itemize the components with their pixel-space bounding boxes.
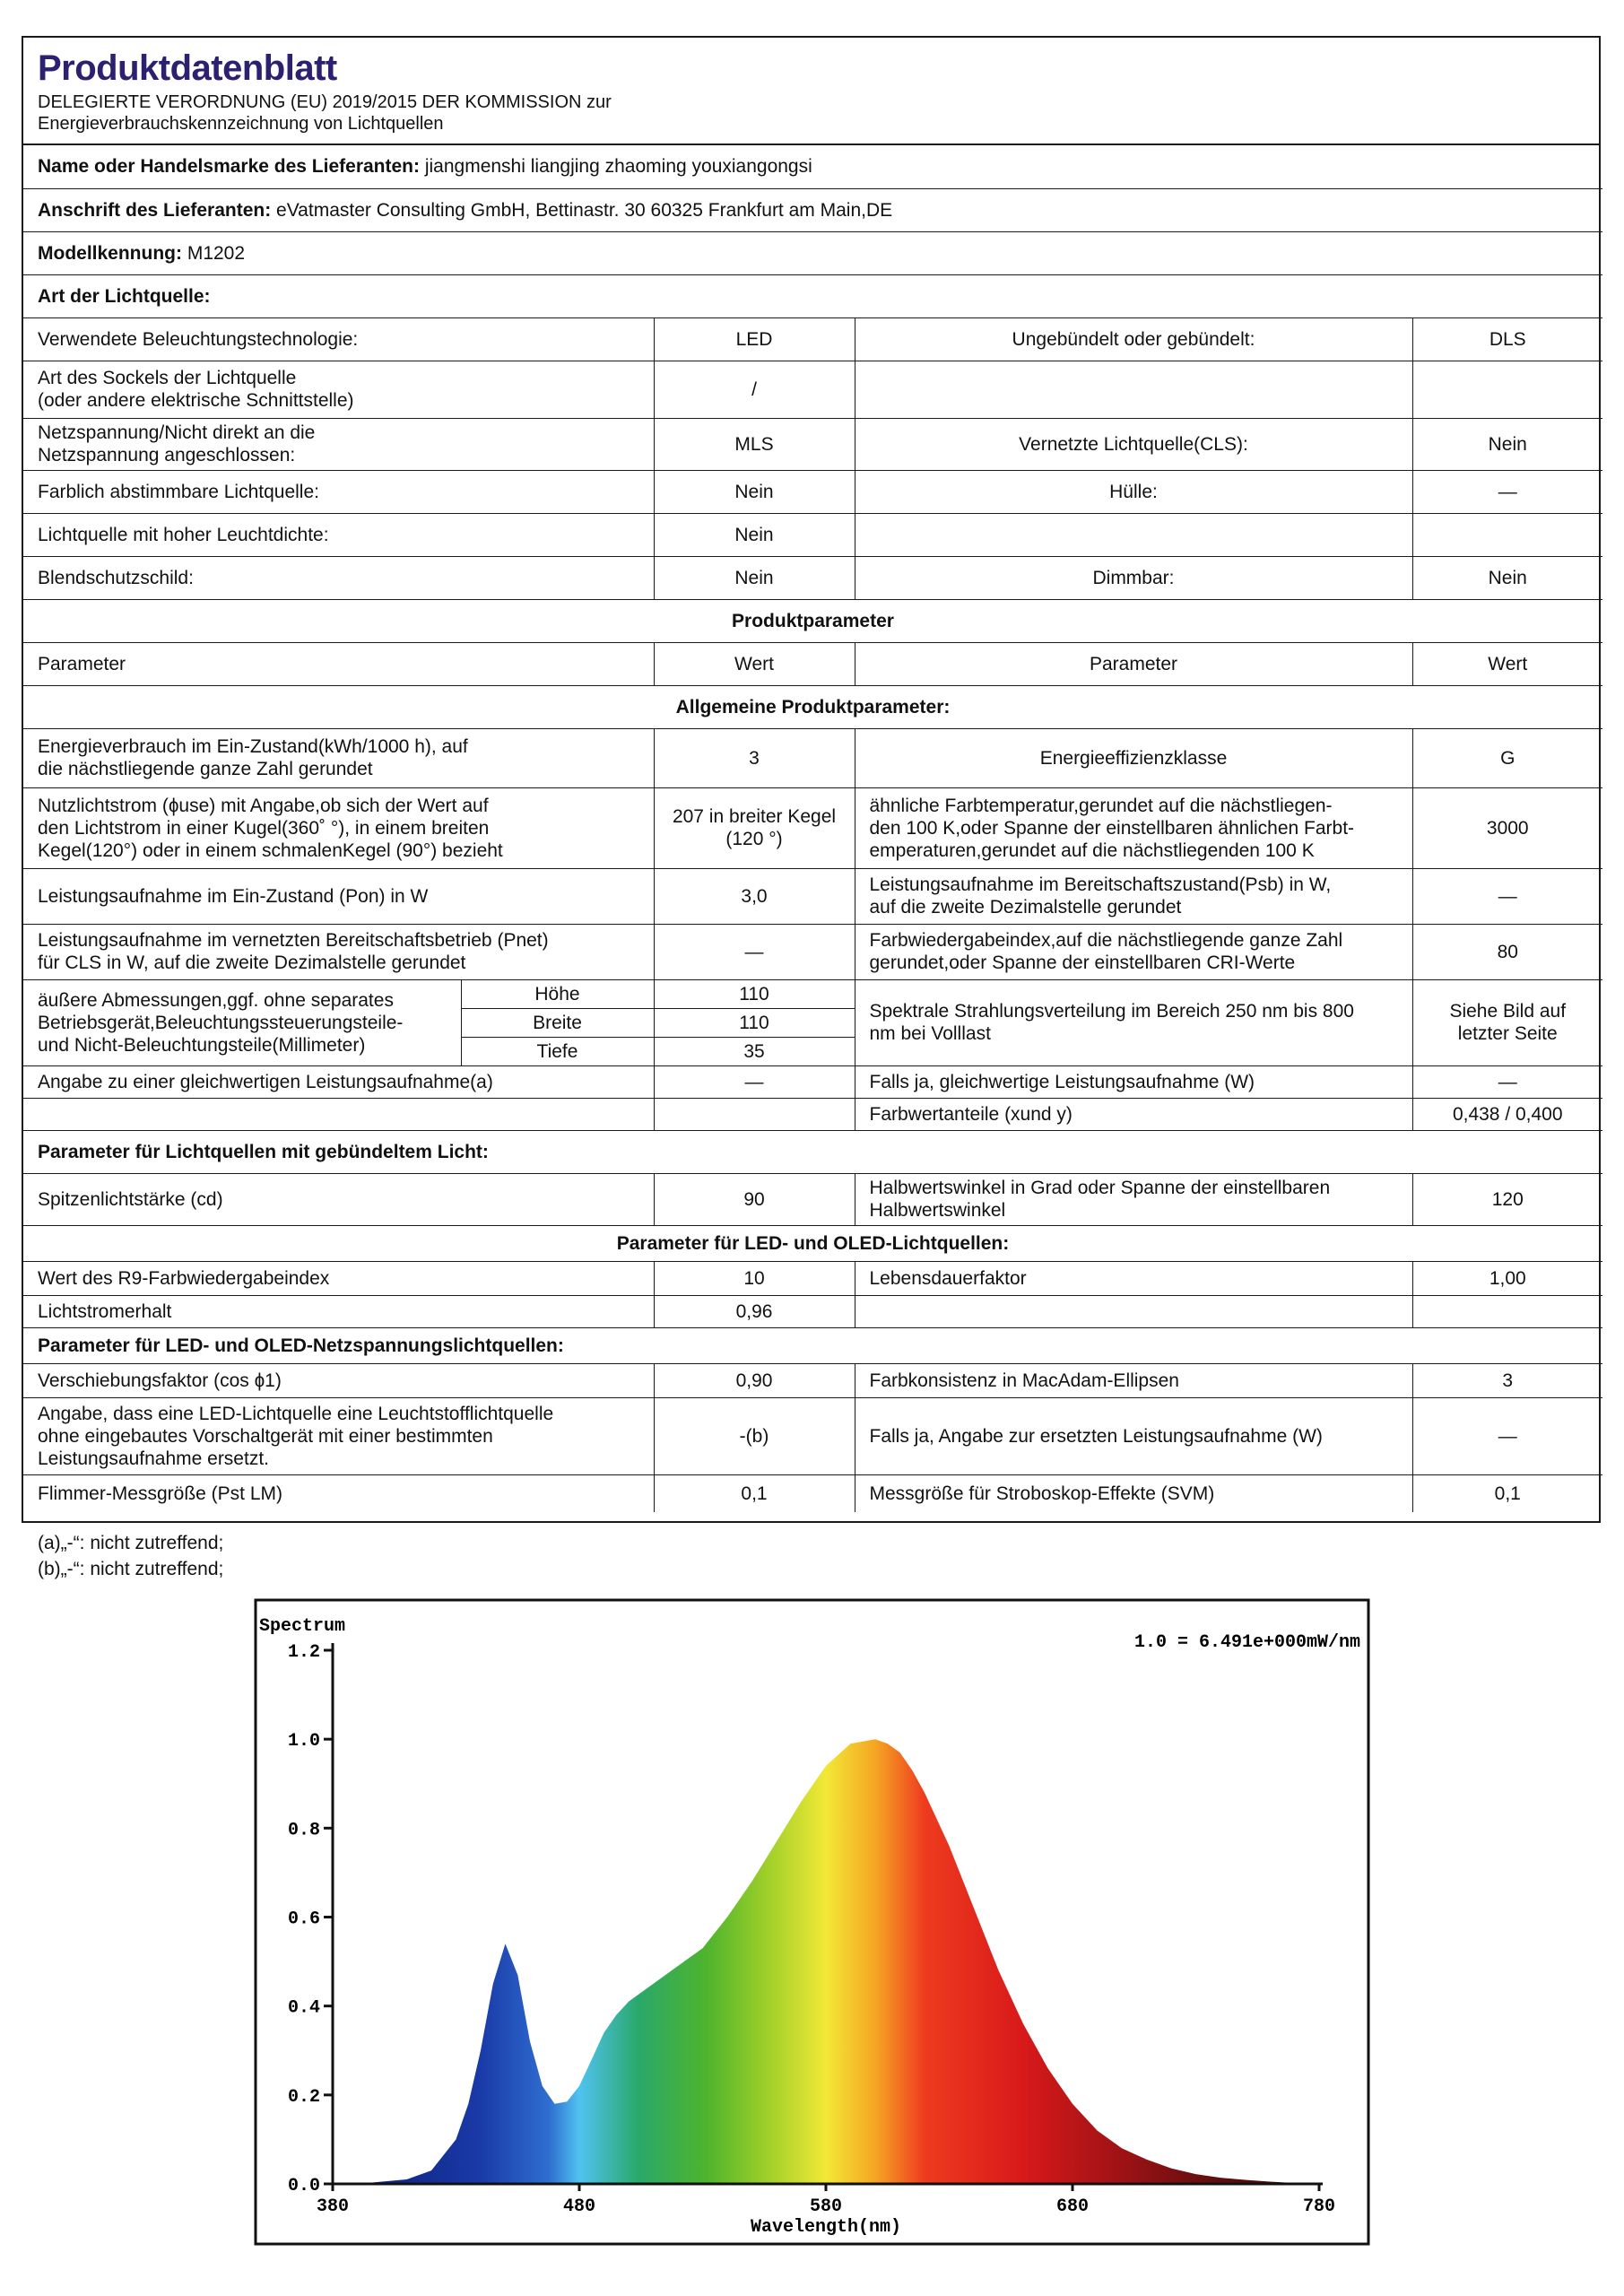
- table-row: [23, 418, 1602, 470]
- table-row: [23, 470, 1602, 513]
- replacement-yes-label: Falls ja, Angabe zur ersetzten Leistungsaufnahme (W): [855, 1397, 1412, 1474]
- page-title: Produktdatenblatt: [38, 48, 337, 88]
- tunable-label: Farblich abstimmbare Lichtquelle:: [23, 470, 654, 513]
- technology-value: LED: [654, 317, 855, 361]
- light-source-section: Art der Lichtquelle:: [23, 274, 1602, 317]
- psb-label: [855, 868, 1412, 924]
- model-value: M1202: [182, 242, 246, 264]
- empty-cell: [23, 1098, 654, 1130]
- psb-value: —: [1412, 868, 1602, 924]
- y-tick-label: 0.2: [287, 2086, 320, 2108]
- col-header-value: Wert: [1412, 642, 1602, 685]
- efficiency-label: Energieeffizienzklasse: [855, 728, 1412, 787]
- footnote-a: (a)„-“: nicht zutreffend;: [38, 1533, 224, 1553]
- empty-cell: [1412, 361, 1602, 418]
- table-row: [23, 787, 1602, 868]
- x-tick-label: 780: [1302, 2196, 1336, 2217]
- cri-label-line: gerundet,oder Spanne der einstellbaren CRI-Werte: [869, 952, 1296, 973]
- table-row: [23, 1327, 1602, 1363]
- equiv-value: —: [654, 1065, 855, 1098]
- flux-value-line: (120 °): [725, 829, 783, 849]
- r9-label: Wert des R9-Farbwiedergabeindex: [23, 1261, 654, 1295]
- product-params-section: Produktparameter: [23, 599, 1602, 642]
- glare-label: Blendschutzschild:: [23, 556, 654, 599]
- pon-label: Leistungsaufnahme im Ein-Zustand (Pon) in W: [23, 868, 654, 924]
- cct-value: 3000: [1412, 787, 1602, 868]
- table-row: [23, 599, 1602, 642]
- equiv-yes-value: —: [1412, 1065, 1602, 1098]
- table-row: [23, 231, 1602, 274]
- y-tick-label: 0.8: [287, 1820, 320, 1841]
- replacement-label-line: Leistungsaufnahme ersetzt.: [38, 1448, 269, 1469]
- width-value: 110: [654, 1008, 855, 1037]
- mains-label: [23, 418, 654, 470]
- cap-type-label-line: (oder andere elektrische Schnittstelle): [38, 390, 354, 411]
- replacement-label-line: Angabe, dass eine LED-Lichtquelle eine Leuchtstofflichtquelle: [38, 1403, 554, 1424]
- chart-title: Spectrum: [259, 1616, 346, 1637]
- table-row: [23, 728, 1602, 787]
- technology-label: Verwendete Beleuchtungstechnologie:: [23, 317, 654, 361]
- table-row: [23, 1130, 1602, 1173]
- supplier-address-label: Anschrift des Lieferanten:: [38, 199, 272, 221]
- svm-label: Messgröße für Stroboskop-Effekte (SVM): [855, 1474, 1412, 1512]
- equiv-label: Angabe zu einer gleichwertigen Leistungsaufnahme(a): [23, 1065, 654, 1098]
- empty-cell: [855, 361, 1412, 418]
- macadam-value: 3: [1412, 1363, 1602, 1397]
- glare-value: Nein: [654, 556, 855, 599]
- pnet-value: —: [654, 924, 855, 979]
- cap-type-value: /: [654, 361, 855, 418]
- dimensions-label-line: äußere Abmessungen,ggf. ohne separates: [38, 989, 394, 1011]
- tunable-value: Nein: [654, 470, 855, 513]
- dimensions-label-line: und Nicht-Beleuchtungsteile(Millimeter): [38, 1034, 366, 1056]
- led-oled-section: Parameter für LED- und OLED-Lichtquellen:: [23, 1225, 1602, 1261]
- depth-value: 35: [654, 1037, 855, 1065]
- empty-cell: [1412, 513, 1602, 556]
- width-label: Breite: [461, 1008, 654, 1037]
- chroma-label: Farbwertanteile (xund y): [855, 1098, 1412, 1130]
- flux-label-line: Kegel(120°) oder in einem schmalenKegel (90°) bezieht: [38, 839, 503, 861]
- psb-label-line: Leistungsaufnahme im Bereitschaftszustand(Psb) in W,: [869, 874, 1332, 895]
- empty-cell: [1412, 1295, 1602, 1327]
- energy-label-line: Energieverbrauch im Ein-Zustand(kWh/1000 h), auf: [38, 736, 468, 757]
- table-row: [23, 979, 1602, 1008]
- survival-label: Lebensdauerfaktor: [855, 1261, 1412, 1295]
- table-row: [23, 868, 1602, 924]
- table-row: [23, 1295, 1602, 1327]
- flux-label: [23, 787, 654, 868]
- x-axis-label: Wavelength(nm): [750, 2217, 902, 2238]
- data-table: [23, 145, 1602, 1512]
- flux-label-line: Nutzlichtstrom (ɸuse) mit Angabe,ob sich der Wert auf: [38, 795, 489, 816]
- y-tick-label: 0.6: [287, 1909, 320, 1930]
- lumen-maint-value: 0,96: [654, 1295, 855, 1327]
- dimmable-value: Nein: [1412, 556, 1602, 599]
- pnet-label-line: Leistungsaufnahme im vernetzten Bereitschaftsbetrieb (Pnet): [38, 930, 549, 951]
- general-params-section: Allgemeine Produktparameter:: [23, 685, 1602, 728]
- x-tick-label: 380: [316, 2196, 350, 2217]
- beam-angle-label-line: Halbwertswinkel: [869, 1200, 1006, 1221]
- table-row: [23, 1173, 1602, 1225]
- table-row: [23, 145, 1602, 188]
- cri-value: 80: [1412, 924, 1602, 979]
- pnet-label: [23, 924, 654, 979]
- mains-value: MLS: [654, 418, 855, 470]
- table-row: [23, 685, 1602, 728]
- pnet-label-line: für CLS in W, auf die zweite Dezimalstelle gerundet: [38, 952, 466, 973]
- mains-label-line: Netzspannung/Nicht direkt an die: [38, 422, 316, 443]
- col-header-param: Parameter: [23, 642, 654, 685]
- equiv-yes-label: Falls ja, gleichwertige Leistungsaufnahme (W): [855, 1065, 1412, 1098]
- table-row: [23, 1397, 1602, 1474]
- footnotes: [38, 1530, 223, 1582]
- cri-label-line: Farbwiedergabeindex,auf die nächstliegende ganze Zahl: [869, 930, 1343, 951]
- efficiency-value: G: [1412, 728, 1602, 787]
- replacement-value: -(b): [654, 1397, 855, 1474]
- energy-value: 3: [654, 728, 855, 787]
- cct-label: [855, 787, 1412, 868]
- dimmable-label: Dimmbar:: [855, 556, 1412, 599]
- col-header-value: Wert: [654, 642, 855, 685]
- envelope-value: —: [1412, 470, 1602, 513]
- dimensions-label: [23, 979, 461, 1065]
- envelope-label: Hülle:: [855, 470, 1412, 513]
- cls-value: Nein: [1412, 418, 1602, 470]
- flux-label-line: den Lichtstrom in einer Kugel(360˚ °), in einem breiten: [38, 817, 490, 839]
- empty-cell: [654, 1098, 855, 1130]
- model-label: Modellkennung:: [38, 242, 182, 264]
- x-tick-label: 480: [562, 2196, 596, 2217]
- lumen-maint-label: Lichtstromerhalt: [23, 1295, 654, 1327]
- product-data-sheet: [22, 36, 1601, 1523]
- sheet-header: [23, 38, 1599, 145]
- energy-label: [23, 728, 654, 787]
- flicker-value: 0,1: [654, 1474, 855, 1512]
- table-row: [23, 556, 1602, 599]
- y-tick-label: 1.2: [287, 1642, 320, 1663]
- x-tick-label: 580: [809, 2196, 843, 2217]
- table-row: [23, 642, 1602, 685]
- spd-label-line: nm bei Volllast: [869, 1023, 991, 1044]
- cri-label: [855, 924, 1412, 979]
- table-row: [23, 1474, 1602, 1512]
- table-row: [23, 513, 1602, 556]
- y-tick-label: 0.4: [287, 1997, 320, 2019]
- table-row: [23, 1261, 1602, 1295]
- replacement-label-line: ohne eingebautes Vorschaltgerät mit einer bestimmten: [38, 1425, 493, 1447]
- y-tick-label: 1.0: [287, 1731, 320, 1752]
- col-header-param: Parameter: [855, 642, 1412, 685]
- displacement-factor-label: Verschiebungsfaktor (cos ɸ1): [23, 1363, 654, 1397]
- directional-value: DLS: [1412, 317, 1602, 361]
- spd-label: [855, 979, 1412, 1065]
- table-row: [23, 317, 1602, 361]
- table-row: [23, 188, 1602, 231]
- model-cell: [23, 231, 1602, 274]
- table-row: [23, 1098, 1602, 1130]
- table-row: [23, 1225, 1602, 1261]
- chroma-value: 0,438 / 0,400: [1412, 1098, 1602, 1130]
- supplier-name-value: jiangmenshi liangjing zhaoming youxiangongsi: [420, 156, 812, 178]
- y-tick-label: 0.0: [287, 2176, 320, 2196]
- cct-label-line: ähnliche Farbtemperatur,gerundet auf die nächstliegen-: [869, 795, 1333, 816]
- spectrum-chart: [254, 1598, 1370, 2246]
- supplier-name-cell: [23, 145, 1602, 188]
- beam-angle-label-line: Halbwertswinkel in Grad oder Spanne der einstellbaren: [869, 1178, 1331, 1198]
- footnote-b: (b)„-“: nicht zutreffend;: [38, 1559, 224, 1579]
- svm-value: 0,1: [1412, 1474, 1602, 1512]
- flicker-label: Flimmer-Messgröße (Pst LM): [23, 1474, 654, 1512]
- dimensions-label-line: Betriebsgerät,Beleuchtungssteuerungsteile-: [38, 1012, 404, 1033]
- table-row: [23, 1363, 1602, 1397]
- cct-label-line: emperaturen,gerundet auf die nächstliegenden 100 K: [869, 839, 1315, 861]
- height-label: Höhe: [461, 979, 654, 1008]
- macadam-label: Farbkonsistenz in MacAdam-Ellipsen: [855, 1363, 1412, 1397]
- luminance-value: Nein: [654, 513, 855, 556]
- peak-intensity-value: 90: [654, 1173, 855, 1225]
- flux-value-line: 207 in breiter Kegel: [672, 806, 837, 827]
- led-mains-section: Parameter für LED- und OLED-Netzspannungslichtquellen:: [23, 1327, 1602, 1363]
- empty-cell: [855, 1295, 1412, 1327]
- cap-type-label-line: Art des Sockels der Lichtquelle: [38, 368, 297, 388]
- table-row: [23, 1065, 1602, 1098]
- cct-label-line: den 100 K,oder Spanne der einstellbaren ähnlichen Farbt-: [869, 817, 1355, 839]
- supplier-name-label: Name oder Handelsmarke des Lieferanten:: [38, 156, 420, 178]
- beam-angle-label: [855, 1173, 1412, 1225]
- r9-value: 10: [654, 1261, 855, 1295]
- regulation-line-1: DELEGIERTE VERORDNUNG (EU) 2019/2015 DER KOMMISSION zur: [38, 92, 612, 112]
- displacement-factor-value: 0,90: [654, 1363, 855, 1397]
- directional-section: Parameter für Lichtquellen mit gebündeltem Licht:: [23, 1130, 1602, 1173]
- spd-value-line: letzter Seite: [1457, 1023, 1558, 1044]
- cls-label: Vernetzte Lichtquelle(CLS):: [855, 418, 1412, 470]
- table-row: [23, 274, 1602, 317]
- mains-label-line: Netzspannung angeschlossen:: [38, 445, 296, 465]
- regulation-line-2: Energieverbrauchskennzeichnung von Lichtquellen: [38, 114, 444, 134]
- table-row: [23, 361, 1602, 418]
- height-value: 110: [654, 979, 855, 1008]
- replacement-label: [23, 1397, 654, 1474]
- chart-scale-note: 1.0 = 6.491e+000mW/nm: [1133, 1632, 1360, 1653]
- pon-value: 3,0: [654, 868, 855, 924]
- luminance-label: Lichtquelle mit hoher Leuchtdichte:: [23, 513, 654, 556]
- cap-type-label: [23, 361, 654, 418]
- spd-value-line: Siehe Bild auf: [1449, 1001, 1567, 1022]
- energy-label-line: die nächstliegende ganze Zahl gerundet: [38, 759, 373, 779]
- spd-label-line: Spektrale Strahlungsverteilung im Bereich 250 nm bis 800: [869, 1001, 1354, 1022]
- directional-label: Ungebündelt oder gebündelt:: [855, 317, 1412, 361]
- flux-value: [654, 787, 855, 868]
- psb-label-line: auf die zweite Dezimalstelle gerundet: [869, 897, 1182, 918]
- spd-value: [1412, 979, 1602, 1065]
- empty-cell: [855, 513, 1412, 556]
- supplier-address-cell: [23, 188, 1602, 231]
- peak-intensity-label: Spitzenlichtstärke (cd): [23, 1173, 654, 1225]
- beam-angle-value: 120: [1412, 1173, 1602, 1225]
- table-row: [23, 924, 1602, 979]
- replacement-yes-value: —: [1412, 1397, 1602, 1474]
- supplier-address-value: eVatmaster Consulting GmbH, Bettinastr. 30 60325 Frankfurt am Main,DE: [271, 199, 893, 221]
- depth-label: Tiefe: [461, 1037, 654, 1065]
- survival-value: 1,00: [1412, 1261, 1602, 1295]
- x-tick-label: 680: [1055, 2196, 1090, 2217]
